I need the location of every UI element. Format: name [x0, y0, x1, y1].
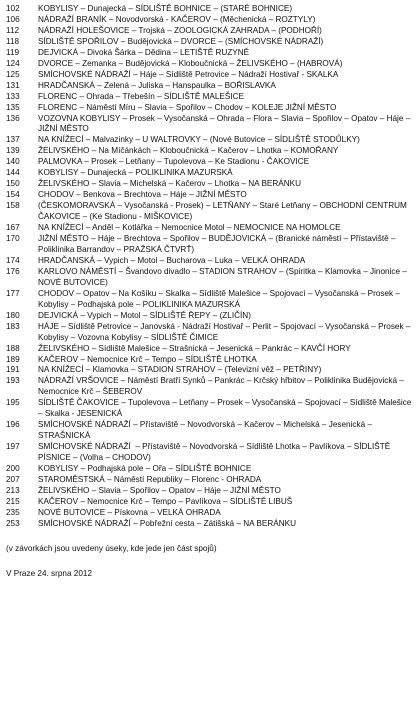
route-row	[6, 59, 416, 70]
route-description: NÁDRAŽÍ HOLEŠOVICE – Trojská – ZOOLOGICKÁ ZAHRADA – (PODHOŘÍ)	[38, 25, 322, 35]
route-row	[6, 190, 416, 201]
route-description: ŽELIVSKÉHO – Na Míčánkách – Kloboučnická – Kačerov – Lhotka – KOMOŘANY	[38, 146, 339, 156]
route-description: CHODOV – Benkova – Brechtova – Háje – JIŽNÍ MĚSTO	[38, 190, 247, 200]
route-description: KAČEROV – Nemocnice Krč – Tempo – SÍDLIŠTĚ LHOTKA	[38, 354, 257, 364]
route-number: 235	[6, 507, 20, 517]
route-row	[6, 475, 416, 486]
route-number: 253	[6, 518, 20, 528]
route-number: 180	[6, 310, 20, 320]
route-description: KARLOVO NÁMĚSTÍ – Švandovo divadlo – STADION STRAHOV – (Spiritka – Klamovka – Jinonice – NOVÉ BUTOVICE)	[38, 266, 410, 287]
route-row	[6, 103, 416, 114]
route-number: 174	[6, 255, 20, 265]
route-row	[6, 92, 416, 103]
route-row	[6, 497, 416, 508]
route-number: 118	[6, 36, 20, 46]
route-row	[6, 486, 416, 497]
route-number: 215	[6, 496, 20, 506]
route-number: 177	[6, 288, 20, 298]
route-row	[6, 157, 416, 168]
route-description: NA KNÍŽECÍ – Anděl – Kotlářka – Nemocnice Motol – NEMOCNICE NA HOMOLCE	[38, 223, 341, 233]
route-number: 196	[6, 420, 20, 430]
route-row	[6, 4, 416, 15]
route-description: DEJVICKÁ – Divoká Šárka – Dědina – LETIŠTĚ RUZYNĚ	[38, 47, 250, 57]
route-row	[6, 37, 416, 48]
route-row	[6, 234, 416, 256]
date-line: V Praze 24. srpna 2012	[6, 568, 93, 578]
route-number: 150	[6, 179, 20, 189]
route-description: HRADČANSKÁ – Zelená – Juliska – Hanspaulka – BOŘISLAVKA	[38, 80, 276, 90]
route-row	[6, 15, 416, 26]
route-row	[6, 168, 416, 179]
route-number: 167	[6, 223, 20, 233]
route-row	[6, 256, 416, 267]
route-number: 131	[6, 80, 20, 90]
route-number: 207	[6, 474, 20, 484]
route-description: JIŽNÍ MĚSTO – Háje – Brechtova – Spořilov – BUDĚJOVICKÁ – (Branické náměstí – Přístaviště – Poliklinika Barrandov – PRAŽSKÁ ČTVRŤ)	[38, 234, 398, 254]
route-row	[6, 365, 416, 376]
route-row	[6, 508, 416, 519]
route-number: 200	[6, 464, 20, 474]
route-row	[6, 344, 416, 355]
route-number: 139	[6, 146, 20, 156]
route-number: 125	[6, 69, 20, 79]
route-row	[6, 398, 416, 420]
route-number: 183	[6, 321, 20, 331]
route-description: ŽELIVSKÉHO – Slavia – Spořilov – Opatov – Háje – JIŽNÍ MĚSTO	[38, 485, 281, 495]
route-number: 135	[6, 102, 20, 112]
route-description: CHODOV – Opatov – Na Košíku – Skalka – Sídliště Malešice – Spojovací – Vysočanská – Prosek – Kobylisy – Podhajská pole – POLIKLINIKA MAZURSKÁ	[38, 288, 403, 309]
route-description: ŽELIVSKÉHO – Slavia – Michelská – Kačerov – Lhotka – NA BERÁNKU	[38, 179, 302, 189]
route-document	[6, 4, 416, 580]
route-row	[6, 322, 416, 344]
route-row	[6, 289, 416, 311]
route-description: FLORENC – Náměstí Míru – Slavia – Spořilov – Chodov – KOLEJE JIŽNÍ MĚSTO	[38, 102, 337, 112]
route-number: 197	[6, 442, 20, 452]
route-description: NA KNÍŽECÍ – Klamovka – STADION STRAHOV – (Televizní věž – PETŘINY)	[38, 365, 322, 375]
route-description: PALMOVKA – Prosek – Letňany – Tupolevova – Ke Stadionu - ČAKOVICE	[38, 157, 310, 167]
route-row	[6, 311, 416, 322]
route-number: 119	[6, 47, 20, 57]
route-list	[6, 4, 416, 530]
route-number: 124	[6, 58, 20, 68]
route-description: NOVÉ BUTOVICE – Pískovna – VELKÁ OHRADA	[38, 507, 221, 517]
route-description: DEJVICKÁ – Vypich – Motol – SÍDLIŠTĚ ŘEPY – (ZLIČÍN)	[38, 310, 251, 320]
route-row	[6, 146, 416, 157]
route-row	[6, 223, 416, 234]
route-description: (ČESKOMORAVSKÁ – Vysočanská - Prosek) – LETŇANY – Staré Letňany – OBCHODNÍ CENTRUM ČAKOVICE – (Ke Stadionu - MIŠKOVICE)	[38, 201, 410, 222]
route-description: SÍDLIŠTĚ SPOŘILOV – Budějovická – DVORCE – (SMÍCHOVSKÉ NÁDRAŽÍ)	[38, 36, 324, 46]
route-description: SMÍCHOVSKÉ NÁDRAŽÍ – Přístaviště – Novodvorská – Kačerov – Michelská – Jesenická – STRAŠNICKÁ	[38, 420, 375, 441]
route-row	[6, 355, 416, 366]
route-row	[6, 114, 416, 136]
route-row	[6, 420, 416, 442]
route-number: 137	[6, 135, 20, 145]
route-number: 195	[6, 398, 20, 408]
route-description: KOBYLISY – Podhajská pole – Ořa – SÍDLIŠTĚ BOHNICE	[38, 464, 252, 474]
route-description: ŽELIVSKÉHO – Sídliště Malešice – Strašnická – Jesenická – Pankrác – KAVČÍ HORY	[38, 343, 351, 353]
route-number: 144	[6, 168, 20, 178]
route-description: SMÍCHOVSKÉ NÁDRAŽÍ – Pobřežní cesta – Zátišská – NA BERÁNKU	[38, 518, 296, 528]
route-number: 213	[6, 485, 20, 495]
route-description: SMÍCHOVSKÉ NÁDRAŽÍ – Přístaviště – Novodvorská – Sídliště Lhotka – Pavlíkova – SÍDLIŠTĚ PÍSNICE – (Volha – CHODOV)	[38, 442, 393, 463]
route-number: 158	[6, 201, 20, 211]
route-number: 102	[6, 4, 20, 13]
route-number: 136	[6, 113, 20, 123]
route-row	[6, 179, 416, 190]
route-description: SMÍCHOVSKÉ NÁDRAŽÍ – Háje – Sídliště Petrovice – Nádraží Hostivař - SKALKA	[38, 69, 339, 79]
route-number: 176	[6, 266, 20, 276]
route-row	[6, 376, 416, 398]
route-description: NÁDRAŽÍ VRŠOVICE – Náměstí Bratří Synků – Pankrác – Krčský hřbitov – Poliklinika Budějovická – Nemocnice Krč – ŠEBEROV	[38, 376, 407, 397]
route-number: 193	[6, 376, 20, 386]
route-number: 140	[6, 157, 20, 167]
route-number: 112	[6, 25, 20, 35]
route-description: SÍDLIŠTĚ ČAKOVICE – Tupolevova – Letňany – Prosek – Vysočanská – Spojovací – Sídliště Malešice – Skalka - JESENICKÁ	[38, 398, 414, 419]
route-row	[6, 201, 416, 223]
route-description: NÁDRAŽÍ BRANÍK – Novodvorská - KAČEROV – (Měchenická – ROZTYLY)	[38, 14, 316, 24]
route-row	[6, 48, 416, 59]
route-number: 106	[6, 14, 20, 24]
route-description: VOZOVNA KOBYLISY – Prosek – Vysočanská – Ohrada – Flora – Slavia – Spořilov – Opatov – Háje – JIŽNÍ MĚSTO	[38, 113, 413, 134]
route-row	[6, 26, 416, 37]
route-description: KAČEROV – Nemocnice Krč – Tempo – Pavlíkova – SÍDLIŠTĚ LIBUŠ	[38, 496, 293, 506]
route-description: KOBYLISY – Dunajecká – SÍDLIŠTĚ BOHNICE – (STARÉ BOHNICE)	[38, 4, 293, 13]
route-description: HÁJE – Sídliště Petrovice – Janovská - Nádraží Hostivař – Perlit – Spojovací – Vysočanská – Prosek – Kobylisy – Vozovna Kobylisy – SÍDLIŠTĚ ČIMICE	[38, 321, 413, 342]
route-number: 188	[6, 343, 20, 353]
route-description: KOBYLISY – Dunajecká – POLIKLINIKA MAZURSKÁ	[38, 168, 233, 178]
route-description: NA KNÍŽECÍ – Malvazinky – U WALTROVKY – (Nové Butovice – SÍDLIŠTĚ STODŮLKY)	[38, 135, 360, 145]
route-number: 189	[6, 354, 20, 364]
route-row	[6, 135, 416, 146]
route-description: FLORENC – Ohrada – Třebešín – SÍDLIŠTĚ MALEŠICE	[38, 91, 244, 101]
route-row	[6, 81, 416, 92]
route-row	[6, 519, 416, 530]
route-row	[6, 70, 416, 81]
route-number: 154	[6, 190, 20, 200]
route-number: 133	[6, 91, 20, 101]
route-number: 170	[6, 234, 20, 244]
route-description: STAROMĚSTSKÁ – Náměstí Republiky – Florenc - OHRADA	[38, 474, 262, 484]
route-description: HRADČANSKÁ – Vypich – Motol – Bucharova – Luka – VELKÁ OHRADA	[38, 255, 306, 265]
route-row	[6, 267, 416, 289]
route-row	[6, 442, 416, 464]
route-row	[6, 464, 416, 475]
footnote: (v závorkách jsou uvedeny úseky, kde jede jen část spojů)	[6, 543, 217, 553]
route-description: DVORCE – Zemanka – Budějovická – Kloboučnická – ŽELIVSKÉHO – (HABROVÁ)	[38, 58, 343, 68]
route-number: 191	[6, 365, 20, 375]
